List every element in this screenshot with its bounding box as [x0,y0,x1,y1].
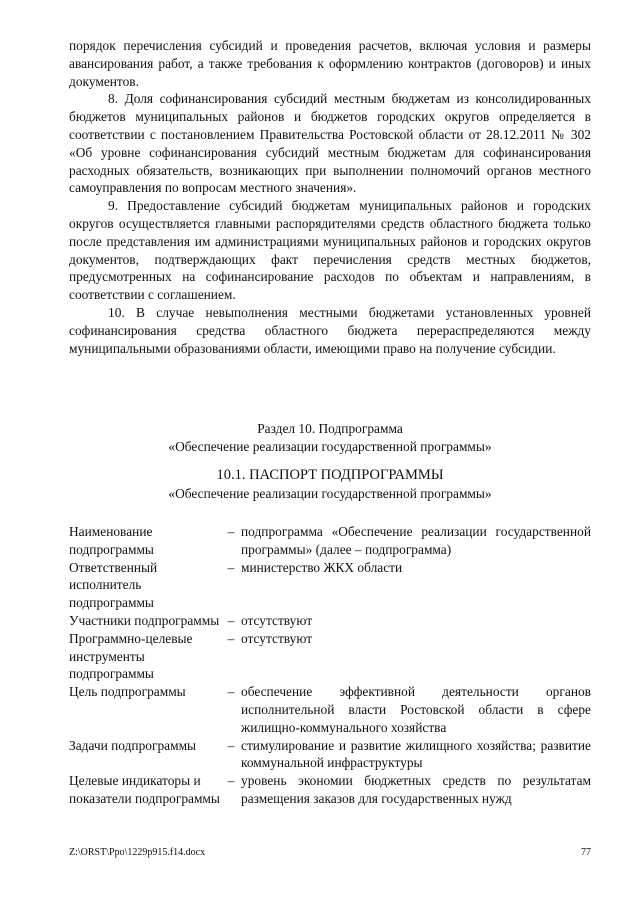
passport-title: 10.1. ПАСПОРТ ПОДПРОГРАММЫ [216,467,444,483]
passport-row [69,630,591,683]
paragraph-9: 9. Предоставление субсидий бюджетам муниципальных районов и городских округов осуществляется главными распорядителями средств областного бюджета только после представления им администрациями муниципальных районов и городских округов документов, подтверждающих факт перечисления средств местных бюджетов, предусмотренных на софинансирование расходов по объектам и направлениям, в соответствии с соглашением. [69,198,591,303]
passport-row [69,523,591,559]
passport-label: Участники подпрограммы [69,612,220,628]
passport-heading [69,467,591,503]
body-text [69,37,591,357]
paragraph-8: 8. Доля софинансирования субсидий местным бюджетам из консолидированных бюджетов муниципальных районов и бюджетов городских округов определяется в соответствии с постановлением Правительства Ростовской области от 28.12.2011 № 302 «Об уровне софинансирования субсидий местным бюджетам для софинансирования расходных обязательств, возникающих при выполнении полномочий органов местного самоуправления по вопросам местного значения». [69,91,591,196]
paragraph-continuation: порядок перечисления субсидий и проведения расчетов, включая условия и размеры авансирования работ, а также требования к оформлению контрактов (договоров) и иных документов. [69,38,591,89]
passport-label: Задачи подпрограммы [69,737,197,753]
passport-row [69,612,591,630]
dash: – [227,737,235,753]
passport-label: Ответственный исполнитель подпрограммы [69,559,158,611]
passport-value: отсутствуют [241,612,313,628]
paragraph-10: 10. В случае невыполнения местными бюджетами установленных уровней софинансирования средства областного бюджета перераспределяются между муниципальными образованиями области, имеющими право на получение субсидии. [69,304,591,356]
dash: – [227,524,235,539]
passport-value: стимулирование и развитие жилищного хозяйства; развитие коммунальной инфраструктуры [241,737,591,771]
passport-value: обеспечение эффективной деятельности органов исполнительной власти Ростовской области в сфере жилищно-коммунального хозяйства [241,684,591,735]
dash: – [227,559,235,575]
passport-row [69,772,591,808]
passport-label: Наименование подпрограммы [69,524,154,557]
passport-value: подпрограмма «Обеспечение реализации государственной программы» (далее – подпрограмма) [241,524,591,557]
file-path: Z:\ORST\Ppo\1229p915.f14.docx [69,847,206,858]
section-title: Раздел 10. Подпрограмма [257,421,403,436]
passport-table [69,523,591,808]
dash: – [227,684,235,700]
page-number: 77 [581,847,591,858]
passport-label: Программно-целевые инструменты подпрограммы [69,630,193,682]
passport-label: Цель подпрограммы [69,684,186,700]
passport-row [69,737,591,773]
passport-label: Целевые индикаторы и показатели подпрограммы [69,773,220,806]
passport-value: отсутствуют [241,630,313,646]
passport-row [69,559,591,612]
page-footer [69,847,591,859]
dash: – [227,630,235,646]
passport-value: уровень экономии бюджетных средств по результатам размещения заказов для государственных нужд [241,773,591,806]
passport-row [69,683,591,736]
dash: – [227,612,235,628]
passport-subtitle: «Обеспечение реализации государственной программы» [168,485,492,501]
section-heading [69,420,591,456]
section-subtitle: «Обеспечение реализации государственной программы» [168,438,492,454]
passport-value: министерство ЖКХ области [241,559,403,575]
dash: – [227,773,235,789]
